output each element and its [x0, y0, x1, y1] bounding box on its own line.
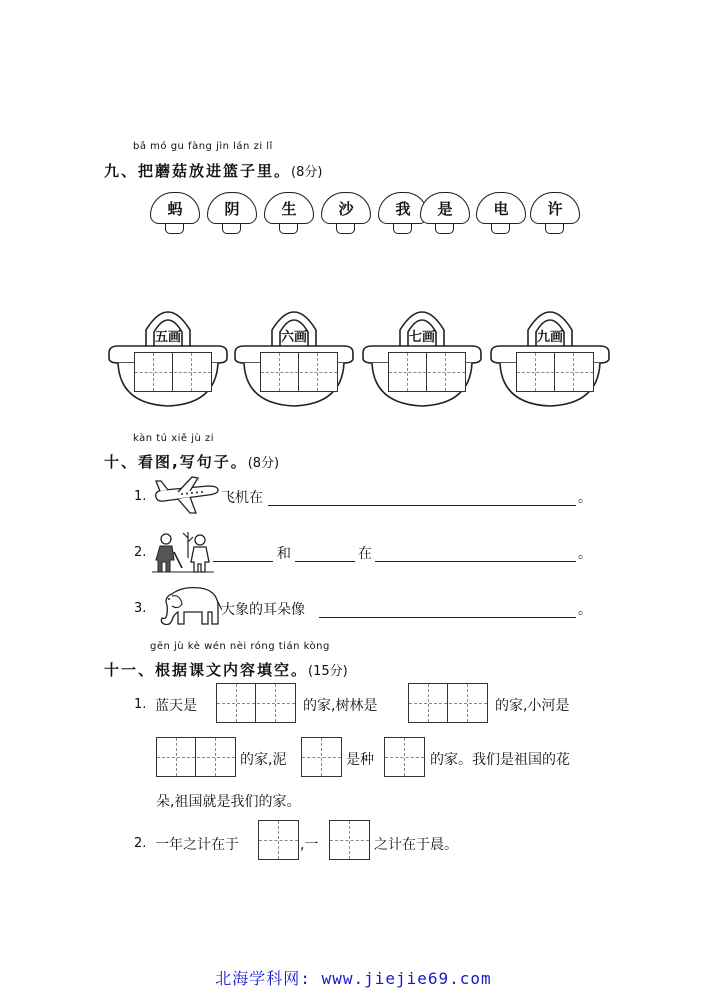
answer-box-group[interactable]	[388, 352, 466, 392]
basket-label: 六画	[280, 330, 307, 345]
mushroom-char: 沙	[338, 200, 354, 218]
q11-item2-text-c: 之计在于晨。	[374, 837, 458, 853]
q11-item1-text-a: 蓝天是	[155, 698, 197, 714]
q10-title	[104, 451, 279, 472]
basket	[360, 300, 484, 412]
mushroom-char: 是	[437, 200, 453, 218]
mushroom-char: 电	[493, 200, 509, 218]
q10-item2-at: 在	[358, 546, 372, 562]
q11-item2-text-a: 一年之计在于	[155, 837, 239, 853]
q9-points: (8分)	[291, 165, 323, 180]
basket-label: 五画	[154, 330, 181, 345]
q11-item1-text-e: 是种	[346, 752, 374, 768]
q10-item1-prompt: 飞机在	[221, 490, 263, 506]
q10-item1-blank[interactable]	[268, 505, 576, 506]
q9-title-text: 九、把蘑菇放进篮子里。	[104, 162, 292, 180]
basket-label: 七画	[408, 330, 435, 345]
answer-box[interactable]	[329, 820, 370, 860]
airplane-icon	[152, 475, 220, 517]
footer-watermark: 北海学科网: www.jiejie69.com	[215, 969, 492, 988]
answer-box[interactable]	[258, 820, 299, 860]
basket	[232, 300, 356, 412]
q10-item2-blank-a[interactable]	[213, 561, 273, 562]
q11-item1-text-b: 的家,树林是	[303, 698, 378, 714]
basket	[106, 300, 230, 412]
q11-title-text: 十一、根据课文内容填空。	[104, 661, 309, 679]
q11-points: (15分)	[308, 664, 348, 679]
q10-item2-blank-b[interactable]	[295, 561, 355, 562]
q11-item1-text-c: 的家,小河是	[495, 698, 570, 714]
q11-item1-text-f: 的家。我们是祖国的花	[430, 752, 570, 768]
q10-item2-blank-c[interactable]	[375, 561, 576, 562]
q10-item3-number: 3.	[134, 601, 147, 616]
answer-box-group[interactable]	[156, 737, 236, 777]
q11-item1-text-g: 朵,祖国就是我们的家。	[156, 794, 301, 810]
answer-box[interactable]	[384, 737, 425, 777]
q10-pinyin: kàn tú xiě jù zi	[133, 433, 215, 444]
answer-box-group[interactable]	[408, 683, 488, 723]
q11-title	[104, 659, 348, 680]
q10-item3-blank[interactable]	[319, 617, 576, 618]
answer-box-group[interactable]	[516, 352, 594, 392]
q10-item1-end: 。	[578, 490, 592, 506]
q11-item2-text-b: ,一	[300, 837, 319, 853]
q11-item1-text-d: 的家,泥	[240, 752, 287, 768]
mushroom-char: 生	[281, 200, 297, 218]
mushroom-char: 阴	[224, 200, 240, 218]
q10-points: (8分)	[247, 456, 280, 471]
mushroom-char: 我	[395, 200, 411, 218]
q10-item2-number: 2.	[134, 545, 147, 560]
people-planting-tree-icon	[152, 528, 214, 574]
q10-item3-end: 。	[578, 602, 592, 618]
mushroom	[530, 192, 580, 236]
q10-item3-prompt: 大象的耳朵像	[221, 602, 305, 618]
q10-item2-and: 和	[277, 546, 291, 562]
q10-title-text: 十、看图,写句子。	[104, 453, 248, 471]
q9-title	[104, 160, 322, 181]
answer-box-group[interactable]	[260, 352, 338, 392]
q9-pinyin: bǎ mó gu fàng jìn lán zi lǐ	[133, 141, 273, 152]
elephant-icon	[152, 584, 222, 628]
mushroom	[321, 192, 371, 236]
mushroom-char: 蚂	[167, 200, 183, 218]
mushroom	[264, 192, 314, 236]
answer-box-group[interactable]	[134, 352, 212, 392]
mushroom	[207, 192, 257, 236]
answer-box[interactable]	[301, 737, 342, 777]
q11-item1-number: 1.	[134, 697, 147, 712]
basket	[488, 300, 612, 412]
q11-item2-number: 2.	[134, 836, 147, 851]
mushroom	[420, 192, 470, 236]
answer-box-group[interactable]	[216, 683, 296, 723]
basket-label: 九画	[536, 330, 563, 345]
mushroom-char: 许	[547, 200, 563, 218]
mushroom	[476, 192, 526, 236]
q10-item1-number: 1.	[134, 489, 147, 504]
mushroom	[150, 192, 200, 236]
q10-item2-end: 。	[578, 546, 592, 562]
q11-pinyin: gēn jù kè wén nèi róng tián kòng	[150, 641, 330, 652]
